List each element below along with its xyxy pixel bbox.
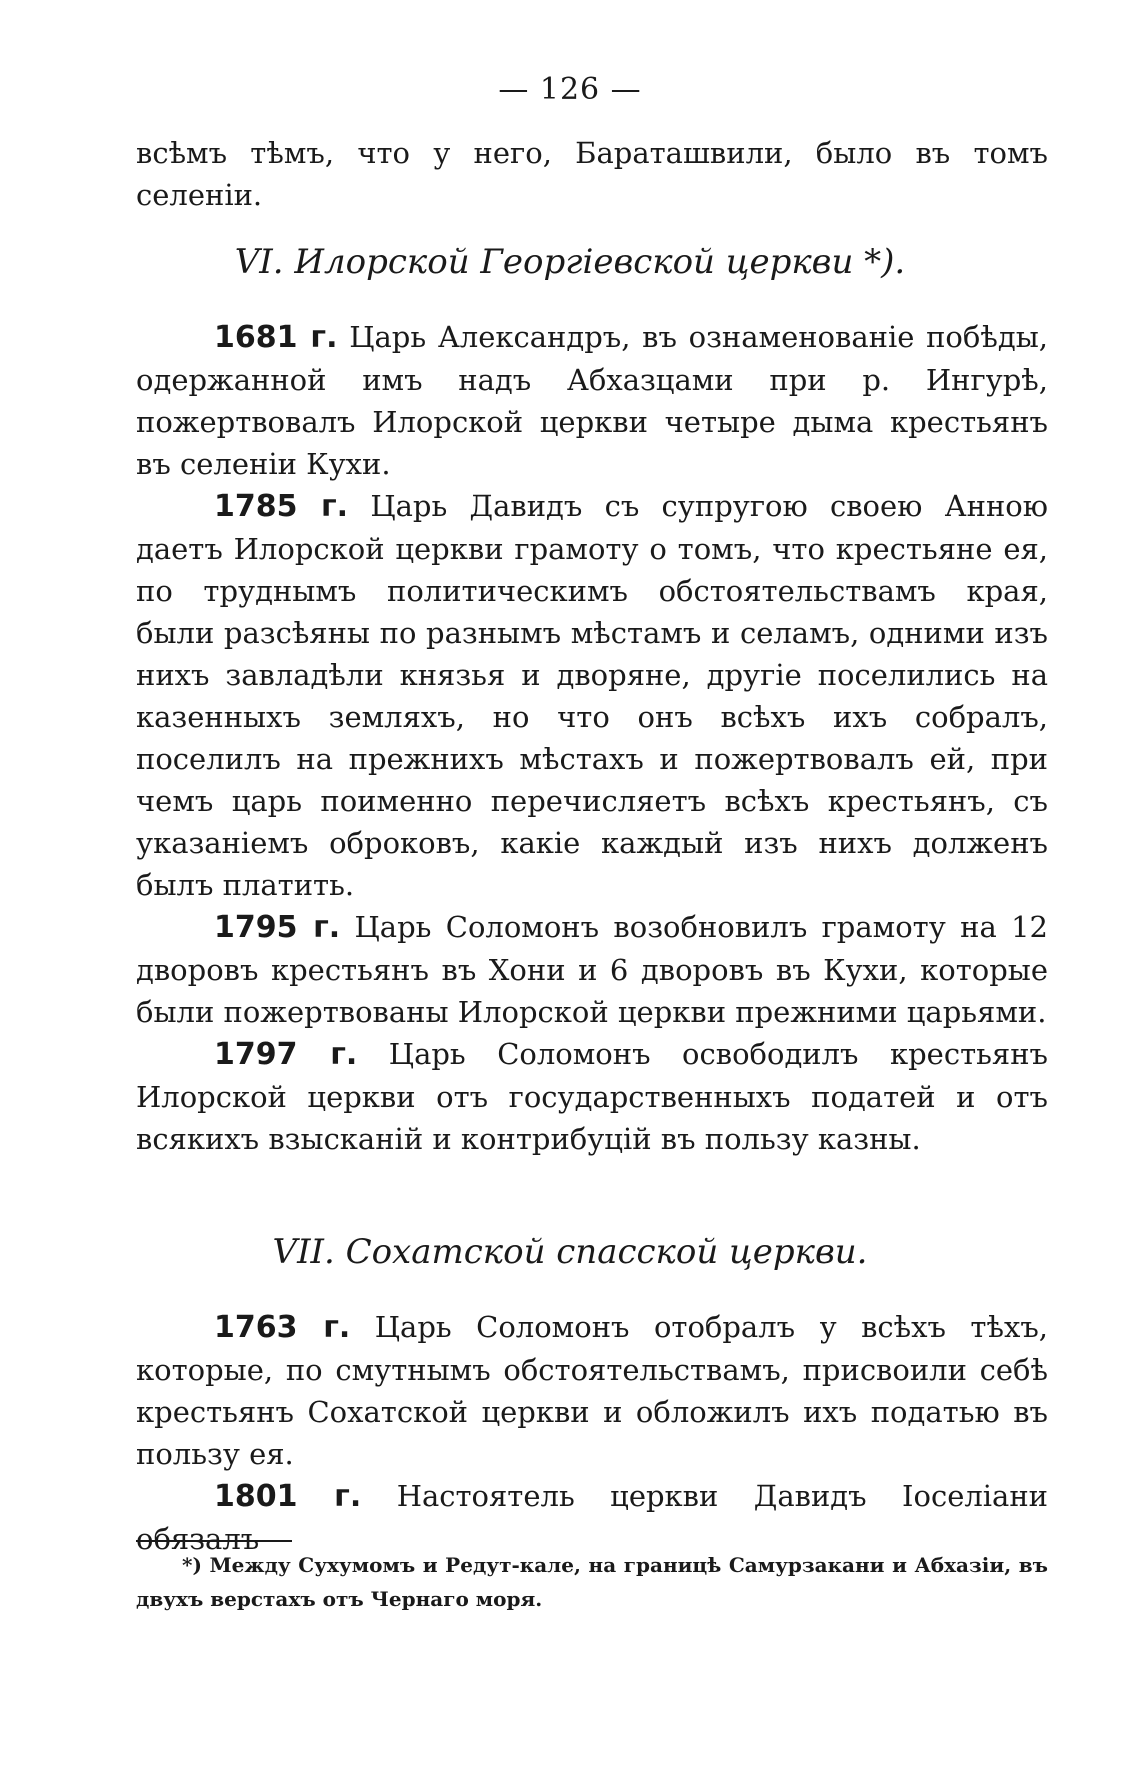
entry-year: 1785 г. [214, 489, 349, 524]
section-6-body [136, 316, 1048, 1160]
section-7-body [136, 1306, 1048, 1560]
entry-year: 1681 г. [214, 320, 338, 355]
section-6-heading: VI. Илорской Георгіевской церкви *). [234, 242, 906, 282]
entry-year: 1763 г. [214, 1310, 351, 1345]
entry-text: Царь Давидъ съ супругою своею Анною даетъ Илорской церкви грамоту о томъ, что крестьяне ея, по труднымъ политическимъ обстоятельствамъ края, были разсѣяны по разнымъ мѣстамъ и селамъ, одними изъ нихъ завладѣли князья и дворяне, другіе поселились на казенныхъ земляхъ, но что онъ всѣхъ ихъ собралъ, поселилъ на прежнихъ мѣстахъ и пожертвовалъ ей, при чемъ царь поименно перечисляетъ всѣхъ крестьянъ, съ указаніемъ оброковъ, какіе каждый изъ нихъ долженъ былъ платить. [136, 489, 1049, 902]
entry-year: 1797 г. [214, 1037, 358, 1072]
section-7-heading: VII. Сохатской спасской церкви. [272, 1232, 868, 1272]
footnote-text: *) Между Сухумомъ и Редут-кале, на границѣ Самурзакани и Абхазіи, въ двухъ верстахъ отъ Чернаго моря. [136, 1553, 1048, 1611]
intro-block [136, 132, 1048, 216]
entry-text: Царь Александръ, въ ознаменованіе побѣды, одержанной имъ надъ Абхазцами при р. Ингурѣ, пожертвовалъ Илорской церкви четыре дыма крестьянъ въ селеніи Кухи. [136, 320, 1048, 481]
entry-paragraph [136, 316, 1048, 485]
entry-text: Царь Соломонъ отобралъ у всѣхъ тѣхъ, которые, по смутнымъ обстоятельствамъ, присвоили себѣ крестьянъ Сохатской церкви и обложилъ ихъ податью въ пользу ея. [136, 1310, 1048, 1471]
entry-year: 1801 г. [214, 1479, 362, 1514]
entry-paragraph [136, 485, 1048, 906]
footnote-rule [136, 1540, 292, 1542]
entry-paragraph [136, 1306, 1048, 1475]
entry-year: 1795 г. [214, 910, 341, 945]
page-number: — 126 — [498, 72, 642, 107]
intro-paragraph: всѣмъ тѣмъ, что у него, Бараташвили, было въ томъ селеніи. [136, 136, 1048, 212]
entry-paragraph [136, 1033, 1048, 1160]
entry-text: Царь Соломонъ освободилъ крестьянъ Илорской церкви отъ государственныхъ податей и отъ всякихъ взысканій и контрибуцій въ пользу казны. [136, 1037, 1048, 1156]
entry-text: Царь Соломонъ возобновилъ грамоту на 12 дворовъ крестьянъ въ Хони и 6 дворовъ въ Кухи, которые были пожертвованы Илорской церкви прежними царьями. [136, 910, 1048, 1029]
footnote [136, 1548, 1048, 1616]
entry-paragraph [136, 906, 1048, 1033]
entry-text: Настоятель церкви Давидъ Іоселіани обязалъ [136, 1479, 1049, 1556]
